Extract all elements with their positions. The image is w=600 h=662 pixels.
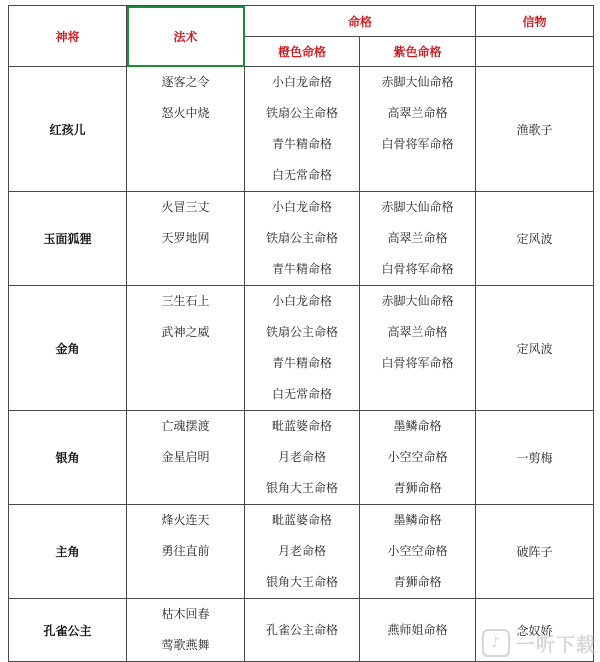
orange-fate-item: 铁扇公主命格 — [265, 106, 338, 120]
purple-fate-cell — [360, 505, 476, 599]
general-name: 银角 — [9, 411, 127, 505]
orange-fate-cell — [245, 505, 360, 599]
spell-cell — [127, 505, 245, 599]
purple-fate-item: 白骨将军命格 — [381, 262, 454, 276]
purple-fate-item: 青狮命格 — [393, 575, 442, 589]
spell-item: 金星启明 — [161, 450, 210, 464]
spell-cell — [127, 599, 245, 662]
table-row — [9, 286, 594, 411]
orange-fate-cell — [245, 192, 360, 286]
purple-fate-item: 墨鳞命格 — [393, 513, 442, 527]
orange-fate-item: 银角大王命格 — [265, 575, 338, 589]
spell-item: 勇往直前 — [161, 544, 210, 558]
purple-fate-cell — [360, 286, 476, 411]
purple-fate-item: 赤脚大仙命格 — [381, 294, 454, 308]
spell-cell — [127, 411, 245, 505]
spell-cell — [127, 286, 245, 411]
spell-cell — [127, 67, 245, 192]
spell-item: 亡魂摆渡 — [161, 419, 210, 433]
table-row — [9, 411, 594, 505]
token-cell: 定风波 — [476, 192, 594, 286]
spell-item: 逐客之令 — [161, 75, 210, 89]
orange-fate-item: 银角大王命格 — [265, 481, 338, 495]
orange-fate-cell — [245, 599, 360, 662]
purple-fate-item: 高翠兰命格 — [387, 325, 448, 339]
orange-fate-cell — [245, 67, 360, 192]
general-name: 孔雀公主 — [9, 599, 127, 662]
token-cell: 破阵子 — [476, 505, 594, 599]
orange-fate-item: 小白龙命格 — [271, 200, 332, 214]
header-orange-fate: 橙色命格 — [245, 37, 360, 67]
spell-cell — [127, 192, 245, 286]
orange-fate-item: 毗蓝婆命格 — [271, 513, 332, 527]
purple-fate-cell — [360, 599, 476, 662]
orange-fate-item: 铁扇公主命格 — [265, 325, 338, 339]
orange-fate-item: 青牛精命格 — [271, 262, 332, 276]
orange-fate-item: 青牛精命格 — [271, 356, 332, 370]
purple-fate-cell — [360, 192, 476, 286]
orange-fate-item: 青牛精命格 — [271, 137, 332, 151]
purple-fate-item: 白骨将军命格 — [381, 356, 454, 370]
spell-item: 天罗地网 — [161, 231, 210, 245]
purple-fate-item: 墨鳞命格 — [393, 419, 442, 433]
watermark-text: 一听下载 — [515, 633, 596, 656]
token-cell: 一剪梅 — [476, 411, 594, 505]
purple-fate-cell — [360, 67, 476, 192]
orange-fate-cell — [245, 411, 360, 505]
general-name: 玉面狐狸 — [9, 192, 127, 286]
general-name: 红孩儿 — [9, 67, 127, 192]
orange-fate-item: 白无常命格 — [271, 168, 332, 182]
token-cell: 定风波 — [476, 286, 594, 411]
orange-fate-item: 铁扇公主命格 — [265, 231, 338, 245]
general-name: 主角 — [9, 505, 127, 599]
purple-fate-item: 青狮命格 — [393, 481, 442, 495]
token-cell: 念奴娇 — [476, 599, 594, 662]
orange-fate-item: 毗蓝婆命格 — [271, 419, 332, 433]
purple-fate-item: 小空空命格 — [387, 544, 448, 558]
header-spell[interactable]: 法术 — [127, 6, 245, 67]
spell-item: 莺歌燕舞 — [161, 638, 210, 652]
watermark — [482, 629, 596, 657]
table-row — [9, 67, 594, 192]
spell-item: 枯木回春 — [161, 607, 210, 621]
purple-fate-cell — [360, 411, 476, 505]
spell-item: 烽火连天 — [161, 513, 210, 527]
header-token-empty — [476, 37, 594, 67]
header-general: 神将 — [9, 6, 127, 67]
orange-fate-cell — [245, 286, 360, 411]
spell-item: 三生石上 — [161, 294, 210, 308]
purple-fate-item: 高翠兰命格 — [387, 106, 448, 120]
general-name: 金角 — [9, 286, 127, 411]
spell-item: 怒火中烧 — [161, 106, 210, 120]
purple-fate-item: 燕师姐命格 — [387, 622, 448, 637]
orange-fate-item: 孔雀公主命格 — [265, 622, 338, 637]
orange-fate-item: 月老命格 — [277, 544, 326, 558]
table-row — [9, 505, 594, 599]
purple-fate-item: 赤脚大仙命格 — [381, 75, 454, 89]
orange-fate-item: 白无常命格 — [271, 387, 332, 401]
header-token: 信物 — [476, 6, 594, 37]
purple-fate-item: 小空空命格 — [387, 450, 448, 464]
spell-item: 火冒三丈 — [161, 200, 210, 214]
token-cell: 渔歌子 — [476, 67, 594, 192]
purple-fate-item: 白骨将军命格 — [381, 137, 454, 151]
listen-logo-icon: ♪ — [482, 629, 510, 657]
fate-table — [8, 5, 594, 662]
purple-fate-item: 赤脚大仙命格 — [381, 200, 454, 214]
orange-fate-item: 小白龙命格 — [271, 294, 332, 308]
header-fate: 命格 — [245, 6, 476, 37]
spell-item: 武神之威 — [161, 325, 210, 339]
orange-fate-item: 月老命格 — [277, 450, 326, 464]
header-purple-fate: 紫色命格 — [360, 37, 476, 67]
orange-fate-item: 小白龙命格 — [271, 75, 332, 89]
purple-fate-item: 高翠兰命格 — [387, 231, 448, 245]
table-row — [9, 192, 594, 286]
